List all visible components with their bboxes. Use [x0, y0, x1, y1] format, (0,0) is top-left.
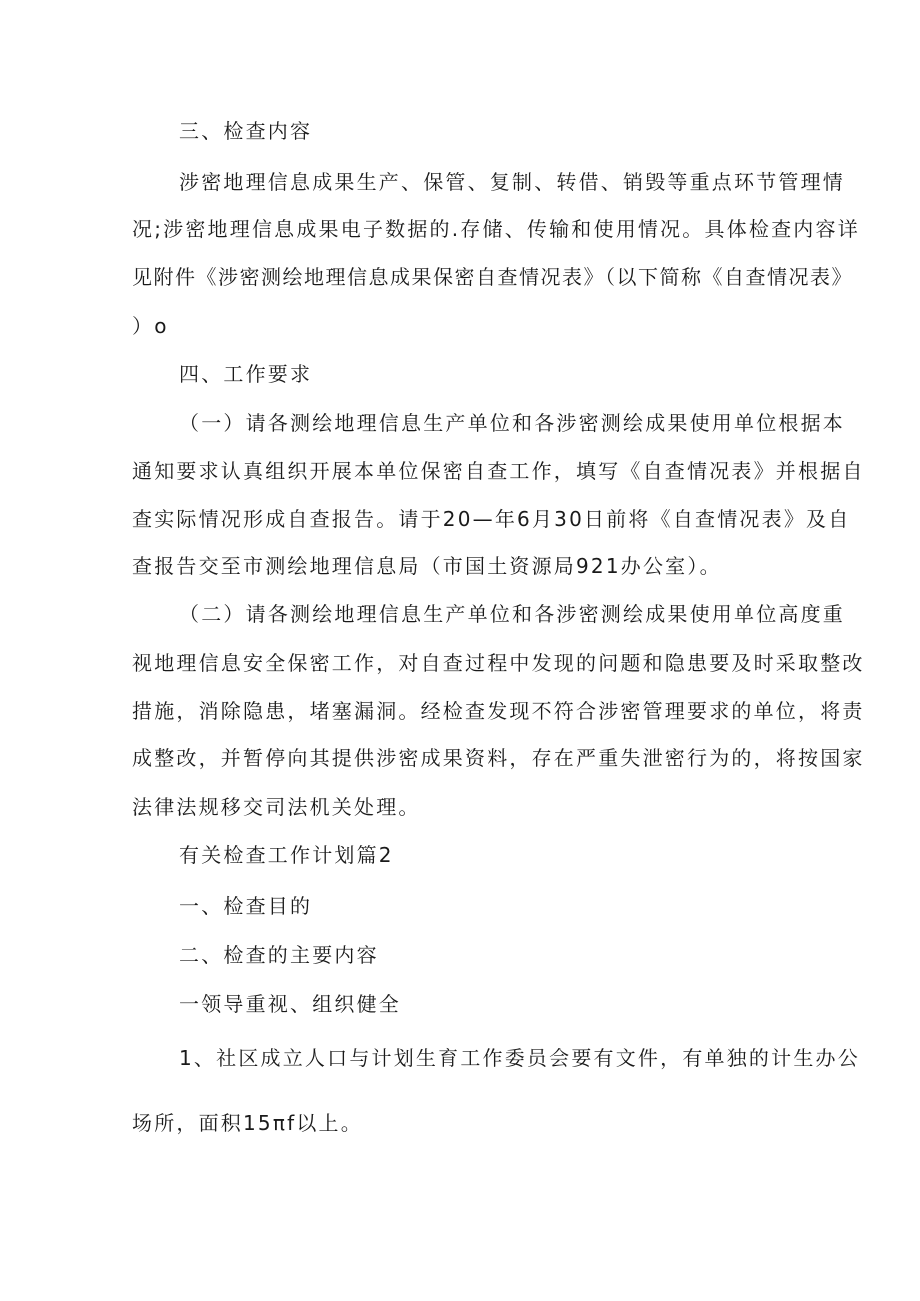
- article2-title: 有关检查工作计划篇2: [179, 843, 394, 867]
- section3-para-line-4: ）o: [132, 314, 169, 338]
- section4-heading: 四、工作要求: [179, 362, 313, 386]
- req2-para-line-1: （二）请各测绘地理信息生产单位和各涉密测绘成果使用单位高度重: [179, 602, 845, 626]
- req2-para-line-4: 成整改，并暂停向其提供涉密成果资料，存在严重失泄密行为的，将按国家: [132, 746, 865, 770]
- section3-heading: 三、检查内容: [179, 119, 313, 143]
- req1-para-line-4: 查报告交至市测绘地理信息局（市国土资源局921办公室）。: [132, 554, 722, 578]
- a2-subheading-1: 一领导重视、组织健全: [179, 992, 401, 1016]
- a2-heading-2: 二、检查的主要内容: [179, 943, 379, 967]
- req1-para-line-1: （一）请各测绘地理信息生产单位和各涉密测绘成果使用单位根据本: [179, 411, 845, 435]
- section3-para-line-2: 况;涉密地理信息成果电子数据的.存储、传输和使用情况。具体检查内容详: [132, 217, 860, 241]
- req2-para-line-5: 法律法规移交司法机关处理。: [132, 795, 421, 819]
- section3-para-line-1: 涉密地理信息成果生产、保管、复制、转借、销毁等重点环节管理情: [179, 170, 845, 194]
- a2-item1-line-2: 场所，面积15πf以上。: [132, 1111, 363, 1135]
- a2-heading-1: 一、检查目的: [179, 894, 313, 918]
- a2-item1-line-1: 1、社区成立人口与计划生育工作委员会要有文件，有单独的计生办公: [179, 1046, 860, 1070]
- req1-para-line-3: 查实际情况形成自查报告。请于20—年6月30日前将《自查情况表》及自: [132, 507, 851, 531]
- req2-para-line-2: 视地理信息安全保密工作，对自查过程中发现的问题和隐患要及时采取整改: [132, 651, 865, 675]
- req2-para-line-3: 措施，消除隐患，堵塞漏洞。经检查发现不符合涉密管理要求的单位，将责: [132, 699, 865, 723]
- req1-para-line-2: 通知要求认真组织开展本单位保密自查工作，填写《自查情况表》并根据自: [132, 459, 865, 483]
- section3-para-line-3: 见附件《涉密测绘地理信息成果保密自查情况表》（以下简称《自查情况表》: [132, 265, 853, 289]
